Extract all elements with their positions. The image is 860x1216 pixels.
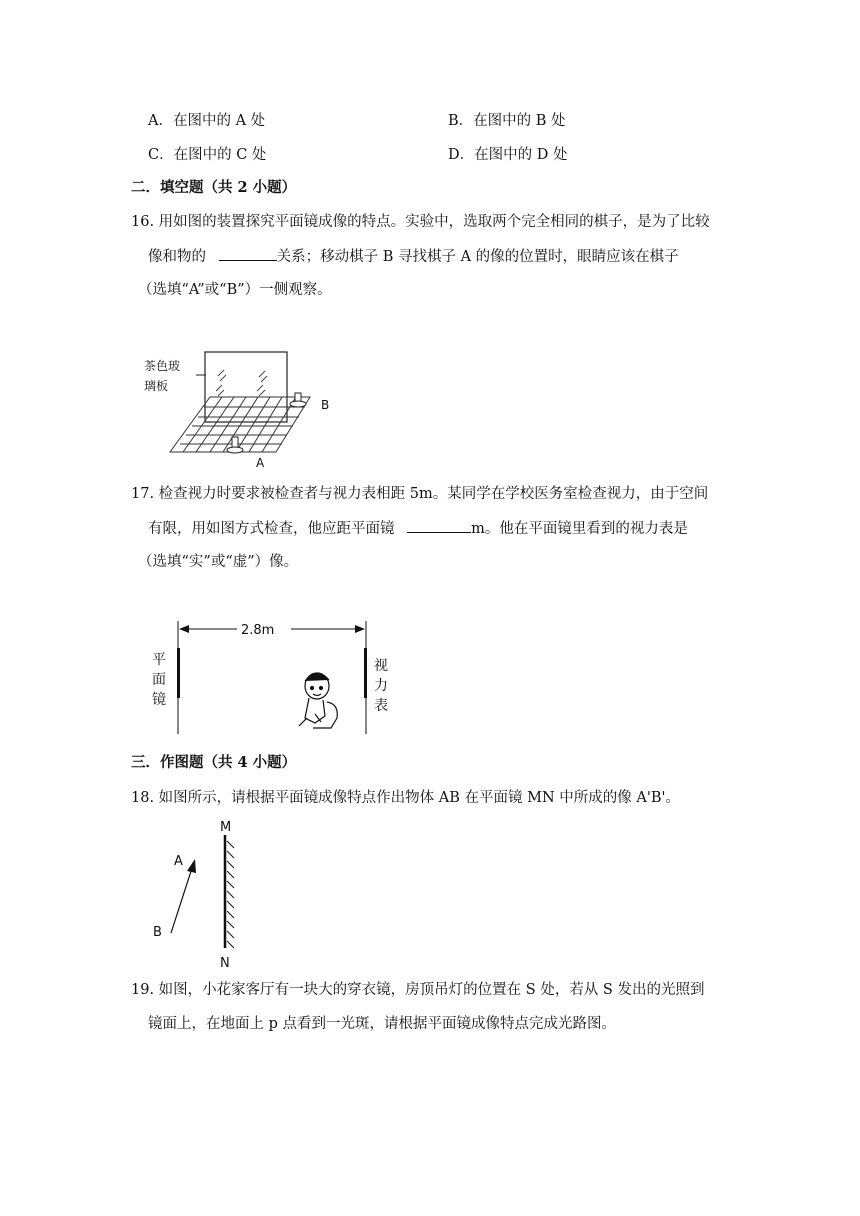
q16-mirror-board-figure: [140, 345, 350, 475]
q17-line2-pre: 有限，用如图方式检查，他应距平面镜: [148, 521, 395, 537]
option-c: C．在图中的 C 处: [148, 147, 267, 163]
piece-a-label: A: [256, 456, 265, 470]
q16-answer-blank[interactable]: [219, 246, 277, 261]
section-title-fill-blank: 二．填空题（共 2 小题）: [131, 179, 297, 196]
q17-line2: [148, 518, 688, 539]
object-ab: [171, 865, 193, 933]
piece-b-label: B: [321, 398, 330, 412]
section-title-drawing: 三．作图题（共 4 小题）: [131, 754, 297, 771]
q17-line3: （选填“实”或“虚”）像。: [138, 554, 299, 570]
mirror-label-n: N: [220, 956, 230, 970]
q18-line1: 18. 如图所示，请根据平面镜成像特点作出物体 AB 在平面镜 MN 中所成的像 A'B'。: [131, 790, 680, 806]
q16-line2-post: 关系；移动棋子 B 寻找棋子 A 的像的位置时，眼睛应该在棋子: [276, 249, 679, 265]
glass-reflection-marks: [216, 370, 267, 396]
chart-char-2: 力: [374, 678, 388, 694]
mirror-hatching: [227, 841, 234, 948]
point-b-label: B: [153, 925, 162, 940]
q18-mirror-mn-figure: [145, 815, 255, 970]
q17-answer-blank[interactable]: [407, 518, 471, 533]
q16-line3: （选填“A”或“B”）一侧观察。: [138, 282, 332, 298]
mirror-char-2: 面: [152, 672, 166, 688]
distance-label: 2.8m: [241, 623, 275, 638]
option-b: B．在图中的 B 处: [448, 113, 566, 129]
q17-line2-post: m。他在平面镜里看到的视力表是: [471, 521, 688, 537]
mirror-bar: [177, 648, 180, 698]
mirror-label-m: M: [220, 820, 232, 835]
glass-label-1: 茶色玻: [144, 359, 181, 373]
arrowhead-right: [355, 625, 365, 633]
point-a-label: A: [174, 854, 183, 869]
chart-bar: [364, 648, 367, 698]
q17-line1: 17. 检查视力时要求被检查者与视力表相距 5m。某同学在学校医务室检查视力，由于空间: [131, 486, 709, 502]
object-arrowhead: [187, 859, 196, 873]
checker-board: [170, 397, 310, 452]
mirror-char-3: 镜: [152, 692, 166, 708]
q16-line1: 16. 用如图的装置探究平面镜成像的特点。实验中，选取两个完全相同的棋子，是为了比较: [131, 214, 710, 230]
q17-eye-test-figure: [145, 618, 405, 743]
chart-char-3: 表: [374, 698, 388, 714]
q16-line2: [148, 246, 679, 267]
chess-piece-b: [290, 393, 306, 407]
q19-line1: 19. 如图，小花家客厅有一块大的穿衣镜，房顶吊灯的位置在 S 处，若从 S 发出的光照到: [131, 982, 705, 998]
glass-label-2: 璃板: [144, 379, 169, 393]
q16-line2-pre: 像和物的: [148, 249, 206, 265]
option-a: A．在图中的 A 处: [148, 113, 266, 129]
mirror-char-1: 平: [152, 652, 166, 668]
chart-char-1: 视: [374, 658, 388, 674]
glass-plate: [205, 352, 287, 422]
seated-person-icon: [299, 673, 337, 728]
q19-line2: 镜面上，在地面上 p 点看到一光斑，请根据平面镜成像特点完成光路图。: [148, 1016, 616, 1032]
arrowhead-left: [179, 625, 189, 633]
option-d: D．在图中的 D 处: [448, 147, 568, 163]
